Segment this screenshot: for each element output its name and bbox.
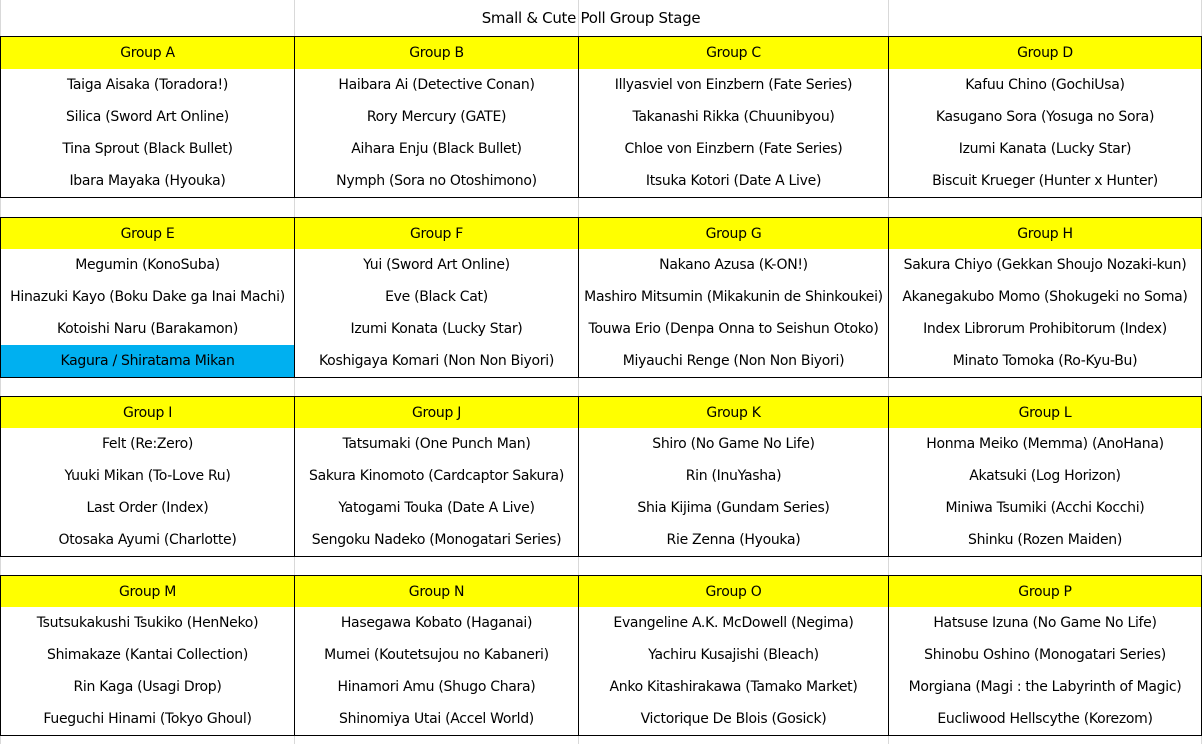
member-cell[interactable]: Shiro (No Game No Life) [578,428,888,461]
member-cell[interactable]: Tsutsukakushi Tsukiko (HenNeko) [0,607,294,640]
member-cell[interactable]: Hinazuki Kayo (Boku Dake ga Inai Machi) [0,281,294,314]
group-header[interactable]: Group C [578,36,888,70]
member-cell[interactable]: Ibara Mayaka (Hyouka) [0,165,294,198]
member-cell[interactable]: Akanegakubo Momo (Shokugeki no Soma) [888,281,1202,314]
member-cell[interactable]: Miyauchi Renge (Non Non Biyori) [578,345,888,378]
sheet-title[interactable]: Small & Cute Poll Group Stage [481,9,701,27]
member-cell[interactable]: Hatsuse Izuna (No Game No Life) [888,607,1202,640]
member-cell[interactable]: Aihara Enju (Black Bullet) [294,133,578,166]
member-cell[interactable]: Mashiro Mitsumin (Mikakunin de Shinkoukei) [578,281,888,314]
member-cell[interactable]: Yuuki Mikan (To-Love Ru) [0,460,294,493]
member-cell[interactable]: Kafuu Chino (GochiUsa) [888,69,1202,102]
member-cell[interactable]: Miniwa Tsumiki (Acchi Kocchi) [888,492,1202,525]
group-header[interactable]: Group N [294,575,578,608]
member-cell[interactable]: Minato Tomoka (Ro-Kyu-Bu) [888,345,1202,378]
member-cell[interactable]: Akatsuki (Log Horizon) [888,460,1202,493]
member-cell[interactable]: Honma Meiko (Memma) (AnoHana) [888,428,1202,461]
group-header[interactable]: Group P [888,575,1202,608]
member-cell[interactable]: Yatogami Touka (Date A Live) [294,492,578,525]
member-cell[interactable]: Nymph (Sora no Otoshimono) [294,165,578,198]
member-cell[interactable]: Megumin (KonoSuba) [0,249,294,282]
member-cell[interactable]: Rin (InuYasha) [578,460,888,493]
group-header[interactable]: Group O [578,575,888,608]
member-cell[interactable]: Morgiana (Magi : the Labyrinth of Magic) [888,671,1202,704]
member-cell[interactable]: Itsuka Kotori (Date A Live) [578,165,888,198]
member-cell[interactable]: Shinobu Oshino (Monogatari Series) [888,639,1202,672]
member-cell[interactable]: Chloe von Einzbern (Fate Series) [578,133,888,166]
member-cell[interactable]: Nakano Azusa (K-ON!) [578,249,888,282]
member-cell[interactable]: Rin Kaga (Usagi Drop) [0,671,294,704]
group-header[interactable]: Group H [888,217,1202,250]
member-cell[interactable]: Izumi Kanata (Lucky Star) [888,133,1202,166]
group-header[interactable]: Group L [888,396,1202,429]
member-cell[interactable]: Biscuit Krueger (Hunter x Hunter) [888,165,1202,198]
member-cell[interactable]: Hinamori Amu (Shugo Chara) [294,671,578,704]
member-cell[interactable]: Kasugano Sora (Yosuga no Sora) [888,101,1202,134]
member-cell[interactable]: Index Librorum Prohibitorum (Index) [888,313,1202,346]
member-cell[interactable]: Anko Kitashirakawa (Tamako Market) [578,671,888,704]
group-header[interactable]: Group J [294,396,578,429]
member-cell[interactable]: Last Order (Index) [0,492,294,525]
member-cell[interactable]: Touwa Erio (Denpa Onna to Seishun Otoko) [578,313,888,346]
member-cell[interactable]: Taiga Aisaka (Toradora!) [0,69,294,102]
member-cell[interactable]: Shimakaze (Kantai Collection) [0,639,294,672]
member-cell[interactable]: Tatsumaki (One Punch Man) [294,428,578,461]
member-cell[interactable]: Rory Mercury (GATE) [294,101,578,134]
member-cell[interactable]: Eucliwood Hellscythe (Korezom) [888,703,1202,736]
member-cell[interactable]: Haibara Ai (Detective Conan) [294,69,578,102]
group-header[interactable]: Group B [294,36,578,70]
group-header[interactable]: Group K [578,396,888,429]
member-cell[interactable]: Eve (Black Cat) [294,281,578,314]
member-cell[interactable]: Felt (Re:Zero) [0,428,294,461]
member-cell[interactable]: Illyasviel von Einzbern (Fate Series) [578,69,888,102]
member-cell[interactable]: Kotoishi Naru (Barakamon) [0,313,294,346]
group-header[interactable]: Group G [578,217,888,250]
member-cell[interactable]: Sengoku Nadeko (Monogatari Series) [294,524,578,557]
member-cell[interactable]: Shinomiya Utai (Accel World) [294,703,578,736]
member-cell[interactable]: Silica (Sword Art Online) [0,101,294,134]
member-cell[interactable]: Yachiru Kusajishi (Bleach) [578,639,888,672]
member-cell[interactable]: Rie Zenna (Hyouka) [578,524,888,557]
member-cell[interactable]: Sakura Chiyo (Gekkan Shoujo Nozaki-kun) [888,249,1202,282]
member-cell[interactable]: Hasegawa Kobato (Haganai) [294,607,578,640]
member-cell[interactable]: Kagura / Shiratama Mikan [0,345,294,378]
member-cell[interactable]: Otosaka Ayumi (Charlotte) [0,524,294,557]
member-cell[interactable]: Fueguchi Hinami (Tokyo Ghoul) [0,703,294,736]
group-header[interactable]: Group I [0,396,294,429]
member-cell[interactable]: Evangeline A.K. McDowell (Negima) [578,607,888,640]
group-header[interactable]: Group E [0,217,294,250]
member-cell[interactable]: Tina Sprout (Black Bullet) [0,133,294,166]
group-header[interactable]: Group A [0,36,294,70]
member-cell[interactable]: Shia Kijima (Gundam Series) [578,492,888,525]
member-cell[interactable]: Koshigaya Komari (Non Non Biyori) [294,345,578,378]
member-cell[interactable]: Sakura Kinomoto (Cardcaptor Sakura) [294,460,578,493]
member-cell[interactable]: Mumei (Koutetsujou no Kabaneri) [294,639,578,672]
member-cell[interactable]: Yui (Sword Art Online) [294,249,578,282]
member-cell[interactable]: Victorique De Blois (Gosick) [578,703,888,736]
group-header[interactable]: Group M [0,575,294,608]
group-header[interactable]: Group F [294,217,578,250]
group-header[interactable]: Group D [888,36,1202,70]
member-cell[interactable]: Izumi Konata (Lucky Star) [294,313,578,346]
member-cell[interactable]: Shinku (Rozen Maiden) [888,524,1202,557]
member-cell[interactable]: Takanashi Rikka (Chuunibyou) [578,101,888,134]
